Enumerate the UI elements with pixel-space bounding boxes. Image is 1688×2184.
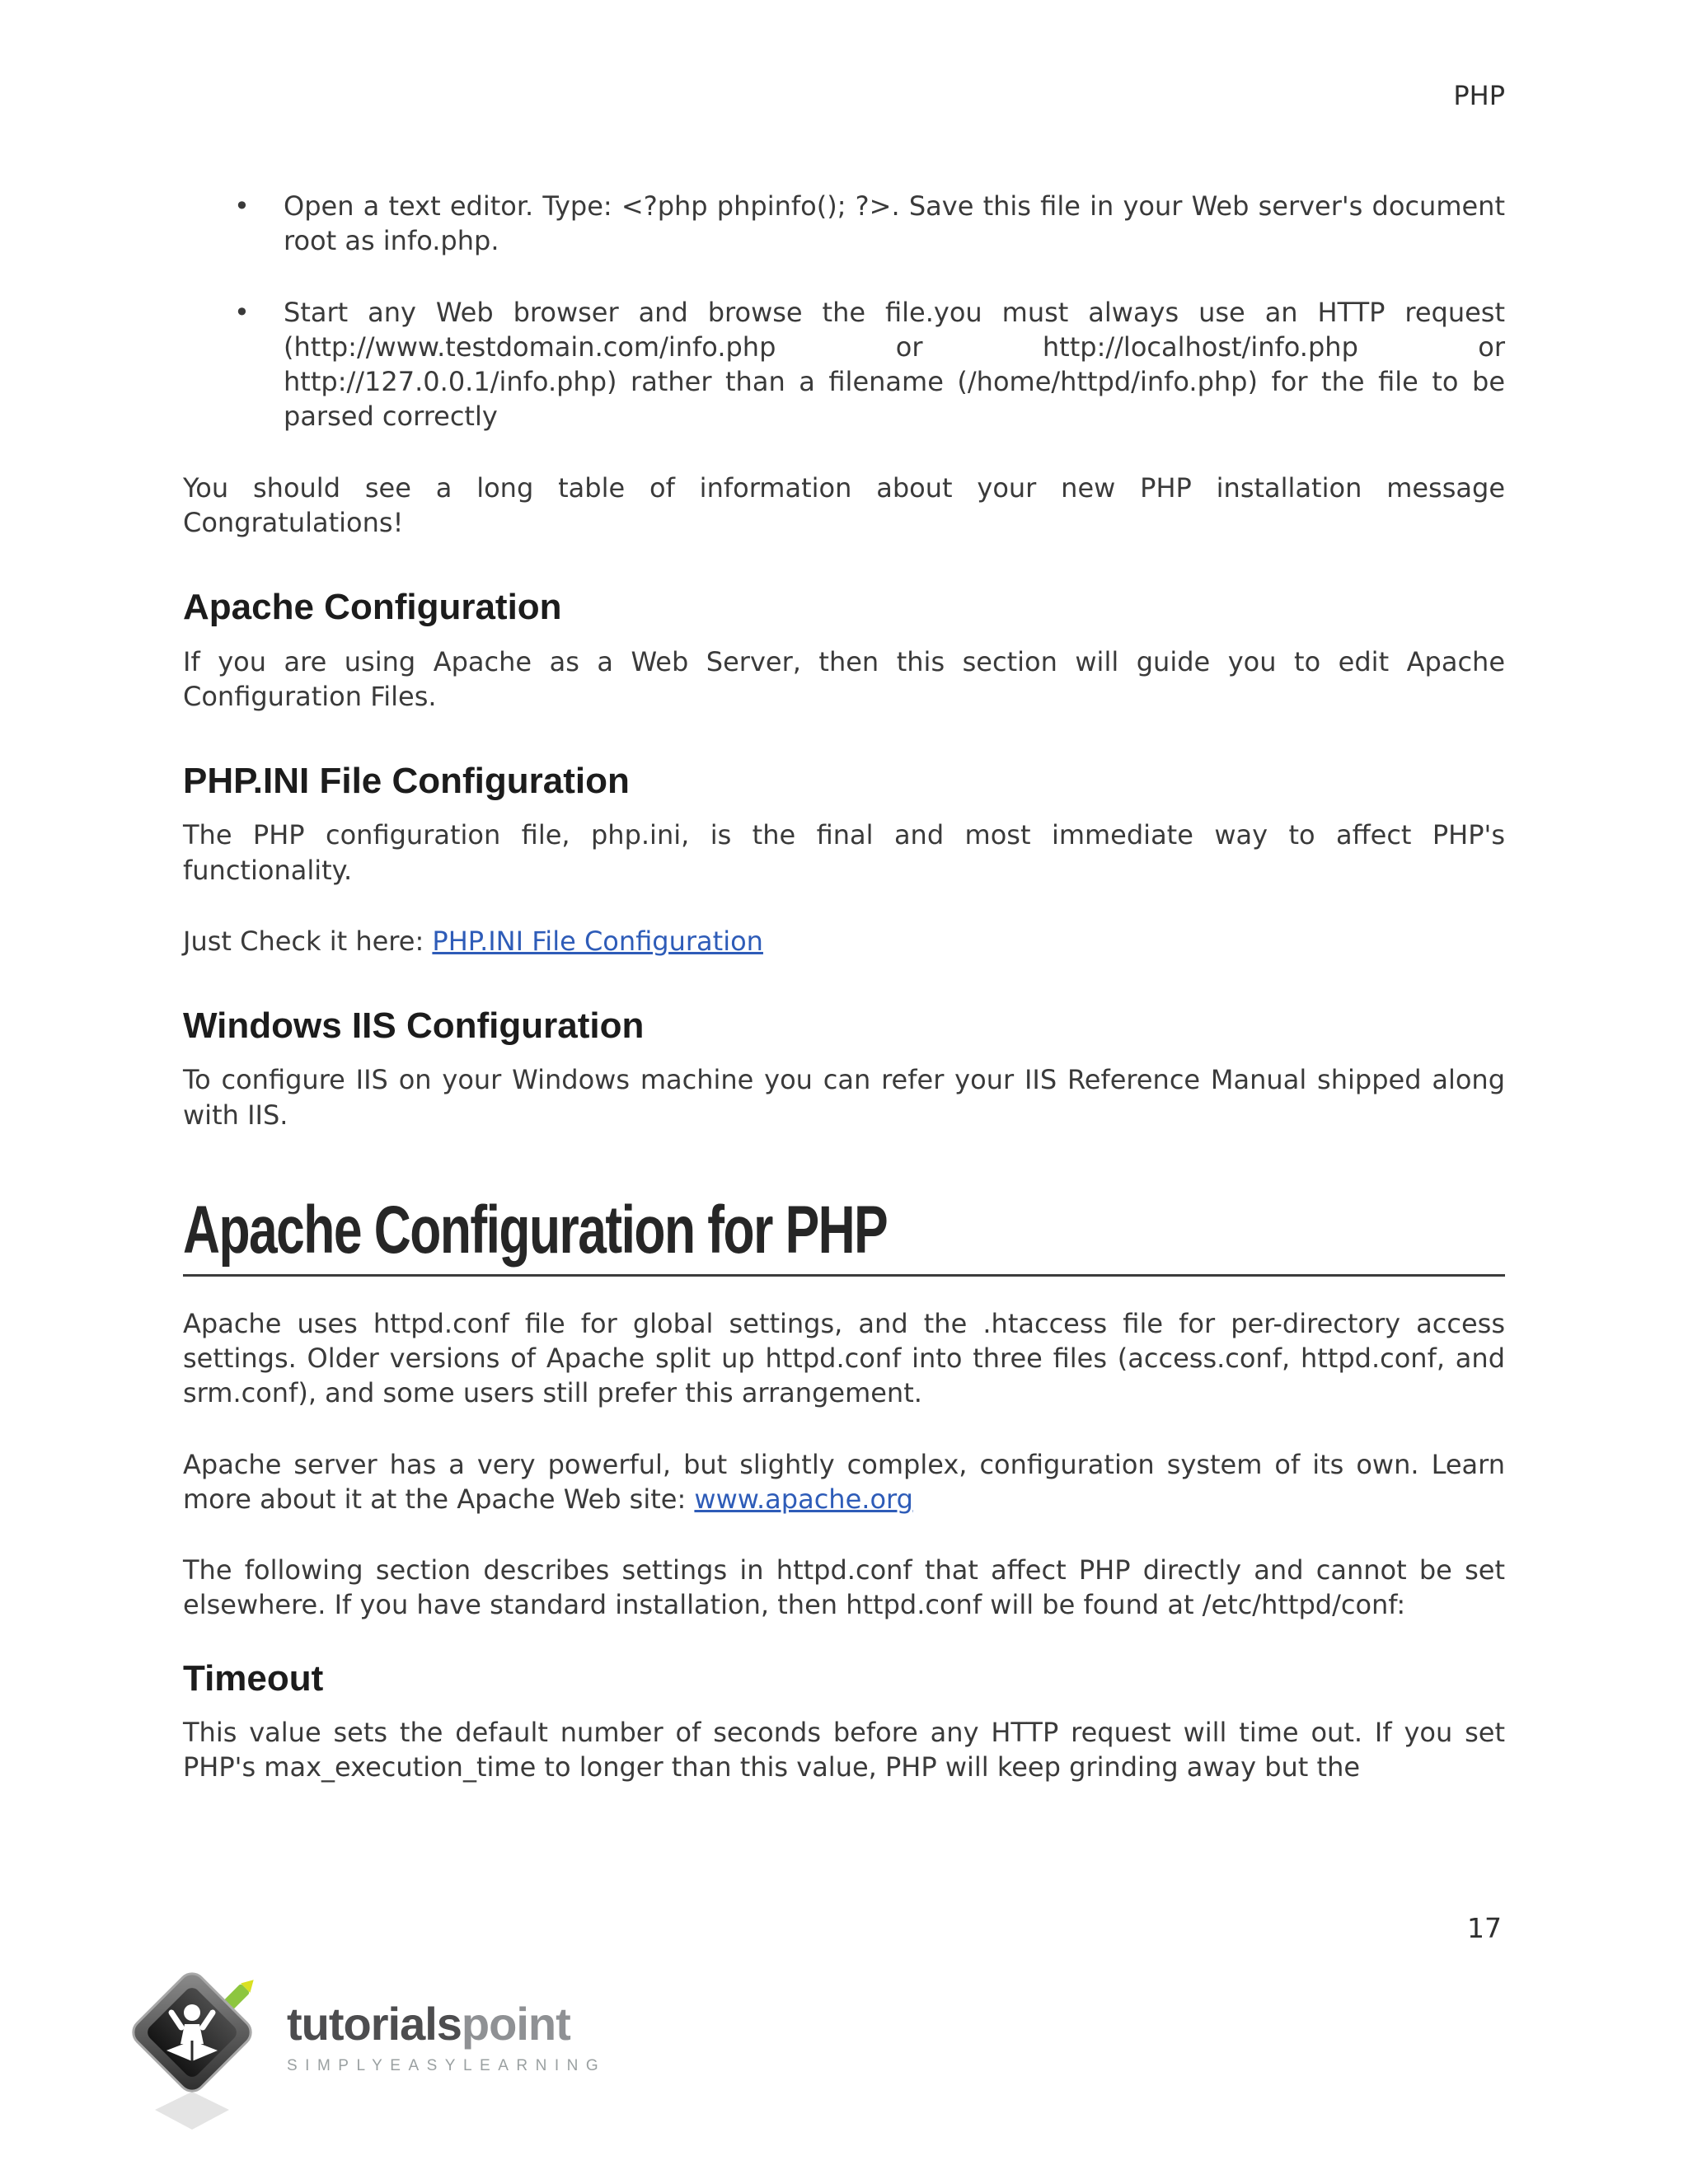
list-item <box>183 295 1505 434</box>
paragraph-iis: To configure IIS on your Windows machine you can refer your IIS Reference Manual shipped along with IIS. <box>183 1064 1505 1131</box>
list-item <box>183 189 1505 258</box>
heading-timeout: Timeout <box>183 1657 324 1699</box>
logo-reflection <box>155 2092 229 2130</box>
heading-apache-configuration-for-php: Apache Configuration for PHP <box>183 1192 888 1268</box>
tutorialspoint-logo <box>124 1968 606 2141</box>
header-title: PHP <box>1453 80 1505 111</box>
paragraph-just-check <box>183 924 1505 958</box>
paragraph-apache-website <box>183 1447 1505 1516</box>
tutorialspoint-logo-icon <box>124 1968 272 2141</box>
bullet-marker: • <box>234 190 250 223</box>
paragraph-apache-httpd-conf: Apache uses httpd.conf file for global settings, and the .htaccess file for per-directory access settings. Older versions of Apache split up httpd.conf into three files (access.conf, httpd.conf, and srm.conf), and some users still prefer this arrangement. <box>183 1307 1505 1409</box>
heading-apache-configuration: Apache Configuration <box>183 587 562 628</box>
page-header <box>183 78 1505 113</box>
bullet-list <box>183 189 1505 434</box>
brand-point: point <box>461 1998 570 2050</box>
apache-website-text: Apache server has a very powerful, but slightly complex, configuration system of its own. Learn more about it at the Apache Web site: <box>183 1448 1505 1515</box>
page-number: 17 <box>1467 1912 1502 1944</box>
just-check-text: Just Check it here: <box>183 925 433 957</box>
brand-tagline: SIMPLYEASYLEARNING <box>287 2057 607 2075</box>
paragraph-phpini: The PHP configuration file, php.ini, is the final and most immediate way to affect PHP's functionality. <box>183 819 1505 886</box>
heading-underline-rule <box>183 1274 1505 1277</box>
paragraph-congratulations: You should see a long table of information about your new PHP installation message Congratulations! <box>183 471 1505 538</box>
paragraph-timeout: This value sets the default number of seconds before any HTTP request will time out. If you set PHP's max_execution_time to longer than this value, PHP will keep grinding away but the <box>183 1716 1505 1783</box>
logo-wordmark <box>287 1998 607 2076</box>
bullet-text: Start any Web browser and browse the file.you must always use an HTTP request (http://www.testdomain.com/info.php or http://localhost/info.php or http://127.0.0.1/info.php) rather than a filename (/home/httpd/info.php) for the file to be parsed correctly <box>284 296 1505 433</box>
brand-tutorials: tutorials <box>287 1998 462 2050</box>
phpini-file-configuration-link[interactable]: PHP.INI File Configuration <box>432 925 763 957</box>
heading-windows-iis-configuration: Windows IIS Configuration <box>183 1005 645 1047</box>
paragraph-httpd-settings: The following section describes settings in httpd.conf that affect PHP directly and cannot be set elsewhere. If you have standard installation, then httpd.conf will be found at /etc/httpd/conf: <box>183 1554 1505 1621</box>
heading-phpini-file-configuration: PHP.INI File Configuration <box>183 760 630 801</box>
bullet-marker: • <box>234 296 250 328</box>
apache-org-link[interactable]: www.apache.org <box>694 1483 913 1515</box>
bullet-text: Open a text editor. Type: <?php phpinfo(); ?>. Save this file in your Web server's document root as info.php. <box>284 190 1505 257</box>
paragraph-apache-configuration: If you are using Apache as a Web Server, then this section will guide you to edit Apache Configuration Files. <box>183 645 1505 712</box>
